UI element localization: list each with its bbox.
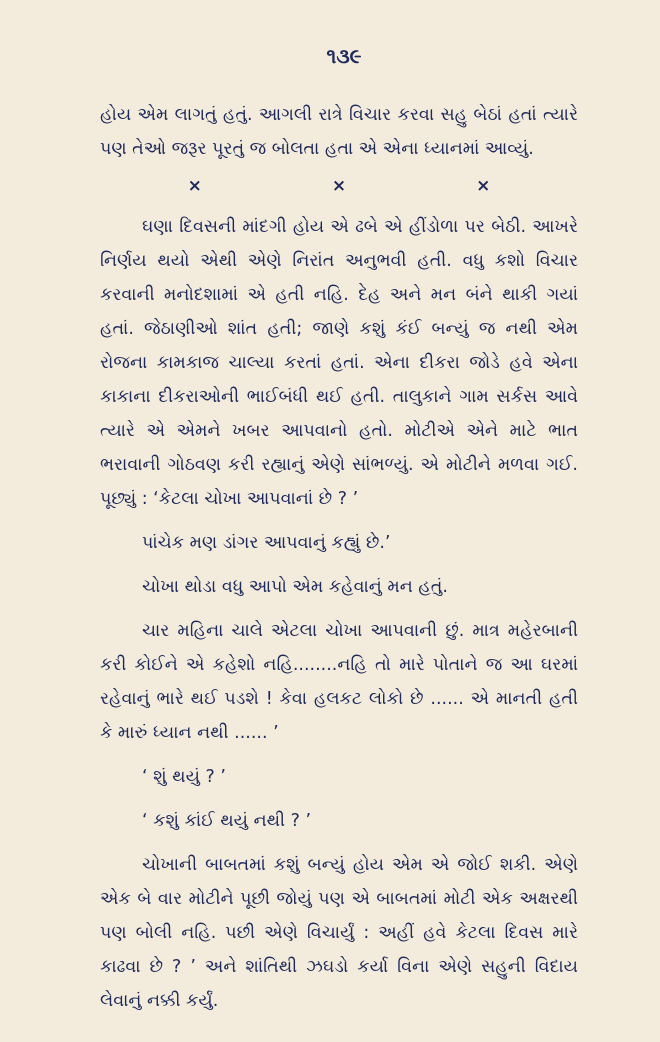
paragraph: હોય એમ લાગતું હતું. આગલી રાત્રે વિચાર કરવા સહુ બેઠાં હતાં ત્યારે પણ તેઓ જરૂર પૂરતું જ બોલતા હતા એ એના ધ્યાનમાં આવ્યું. (100, 105, 578, 159)
dialogue-line: ‘ કશું કાંઈ થયું નથી ? ’ (142, 811, 312, 831)
paragraph: ઘણા દિવસની માંદગી હોય એ ઢબે એ હીંડોળા પર બેઠી. આખરે નિર્ણય થયો એથી એણે નિરાંત અનુભવી હતી. વધુ કશો વિચાર કરવાની મનોદશામાં એ હતી નહિ. દેહ અને મન બંને થાકી ગયાં હતાં. જેઠાણીઓ શાંત હતી; જાણે કશું કંઈ બન્યું જ નથી એમ રોજના કામકાજ ચાલ્યા કરતાં હતાં. એના દીકરા જોડે હવે એના કાકાના દીકરાઓની ભાઈબંધી થઈ હતી. તાલુકાને ગામ સર્કસ આવે ત્યારે એ એમને ખબર આપવાનો હતો. મોટીએ એને માટે ભાત ભરાવાની ગોઠવણ કરી રહ્યાનું એણે સાંભળ્યું. એ મોટીને મળવા ગઈ. પૂછ્યું : ‘કેટલા ચોખા આપવાનાં છે ? ’ (100, 217, 578, 509)
paragraph: ચાર મહિના ચાલે એટલા ચોખા આપવાની છું. માત્ર મહેરબાની કરી કોઈને એ કહેશો નહિ........નહિ તો મારે પોતાને જ આ ઘરમાં રહેવાનું ભારે થઈ પડશે ! કેવા હલકટ લોકો છે ...... એ માનતી હતી કે મારું ધ્યાન નથી ...... ’ (100, 621, 578, 743)
section-separator (100, 176, 578, 196)
dialogue-line: ‘ શું થયું ? ’ (142, 767, 226, 787)
paragraph: ચોખાની બાબતમાં કશું બન્યું હોય એમ એ જોઈ શકી. એણે એક બે વાર મોટીને પૂછી જોયું પણ એ બાબતમાં મોટી એક અક્ષરથી પણ બોલી નહિ. પછી એણે વિચાર્યું : અહીં હવે કેટલા દિવસ મારે કાઢવા છે ? ’ અને શાંતિથી ઝઘડો કર્યા વિના એણે સહુની વિદાય લેવાનું નક્કી કર્યું. (100, 855, 578, 1011)
paragraph: પાંચેક મણ ડાંગર આપવાનું કહ્યું છે.’ (142, 533, 391, 553)
separator-mark: × (331, 176, 347, 196)
paragraph: ચોખા થોડા વધુ આપો એમ કહેવાનું મન હતું. (142, 577, 448, 597)
separator-mark: × (476, 176, 491, 196)
separator-mark: × (187, 176, 202, 196)
page-number: ૧૩૯ (326, 44, 362, 68)
